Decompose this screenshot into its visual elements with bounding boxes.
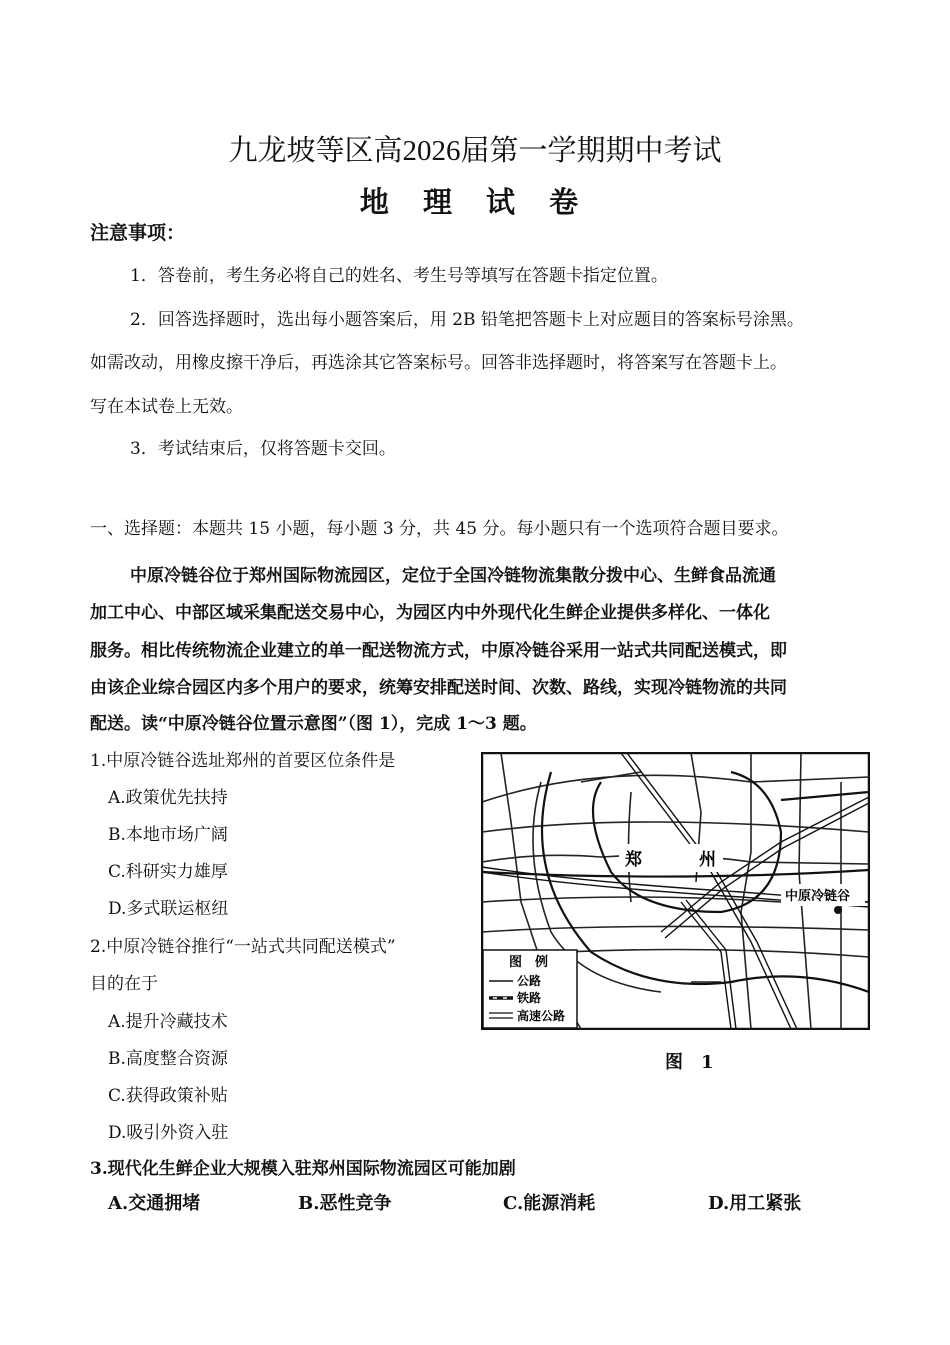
- notice-item-3: 3．考试结束后，仅将答题卡交回。: [130, 439, 396, 459]
- q1-option-b: B.本地市场广阔: [108, 825, 228, 845]
- legend: [483, 950, 577, 1028]
- q3-option-a: A.交通拥堵: [108, 1193, 201, 1214]
- legend-rail-label: 铁路: [517, 991, 542, 1005]
- exam-title: 九龙坡等区高2026届第一学期期中考试: [228, 135, 722, 167]
- legend-highway-label: 高速公路: [517, 1009, 566, 1023]
- passage-line-1: 中原冷链谷位于郑州国际物流园区，定位于全国冷链物流集散分拨中心、生鲜食品流通: [130, 566, 776, 586]
- q2-stem-line-1: 2.中原冷链谷推行“一站式共同配送模式”: [90, 937, 396, 957]
- city-label-2: 州: [699, 850, 716, 870]
- notice-item-2-line-2: 如需改动，用橡皮擦干净后，再选涂其它答案标号。回答非选择题时，将答案写在答题卡上。: [90, 353, 787, 373]
- exam-subtitle: 地 理 试 卷: [359, 185, 591, 219]
- zhengzhou-location-map: [481, 752, 870, 1030]
- q2-stem-line-2: 目的在于: [90, 974, 158, 994]
- q2-option-c: C.获得政策补贴: [108, 1086, 228, 1106]
- notice-heading: 注意事项：: [90, 222, 186, 244]
- site-marker: [834, 906, 842, 914]
- site-label: 中原冷链谷: [785, 889, 851, 904]
- q3-option-c: C.能源消耗: [503, 1193, 596, 1214]
- legend-title: 图 例: [509, 955, 549, 970]
- figure-caption: 图 1: [665, 1052, 714, 1073]
- notice-item-1: 1．答卷前，考生务必将自己的姓名、考生号等填写在答题卡指定位置。: [130, 266, 668, 286]
- q3-option-d: D.用工紧张: [708, 1193, 802, 1214]
- legend-road-label: 公路: [517, 974, 542, 988]
- q2-option-d: D.吸引外资入驻: [108, 1123, 229, 1143]
- section-heading: 一、选择题：本题共 15 小题，每小题 3 分，共 45 分。每小题只有一个选项符合题目要求。: [90, 519, 789, 539]
- notice-item-2-line-3: 写在本试卷上无效。: [90, 397, 243, 417]
- q1-stem: 1.中原冷链谷选址郑州的首要区位条件是: [90, 751, 396, 771]
- passage-line-2: 加工中心、中部区域采集配送交易中心，为园区内中外现代化生鲜企业提供多样化、一体化: [90, 603, 770, 623]
- city-label-1: 郑: [625, 850, 642, 870]
- q1-option-d: D.多式联运枢纽: [108, 899, 229, 919]
- q2-option-b: B.高度整合资源: [108, 1049, 228, 1069]
- q1-option-a: A.政策优先扶持: [108, 788, 228, 808]
- passage-line-3: 服务。相比传统物流企业建立的单一配送物流方式，中原冷链谷采用一站式共同配送模式，即: [90, 641, 787, 661]
- notice-item-2-line-1: 2．回答选择题时，选出每小题答案后，用 2B 铅笔把答题卡上对应题目的答案标号涂黑。: [130, 310, 804, 330]
- q3-stem: 3.现代化生鲜企业大规模入驻郑州国际物流园区可能加剧: [90, 1159, 516, 1179]
- passage-line-5: 配送。读“中原冷链谷位置示意图”（图 1），完成 1～3 题。: [90, 714, 537, 734]
- q1-option-c: C.科研实力雄厚: [108, 862, 228, 882]
- q2-option-a: A.提升冷藏技术: [108, 1012, 228, 1032]
- q3-option-b: B.恶性竞争: [298, 1193, 392, 1214]
- passage-line-4: 由该企业综合园区内多个用户的要求，统筹安排配送时间、次数、路线，实现冷链物流的共同: [90, 678, 787, 698]
